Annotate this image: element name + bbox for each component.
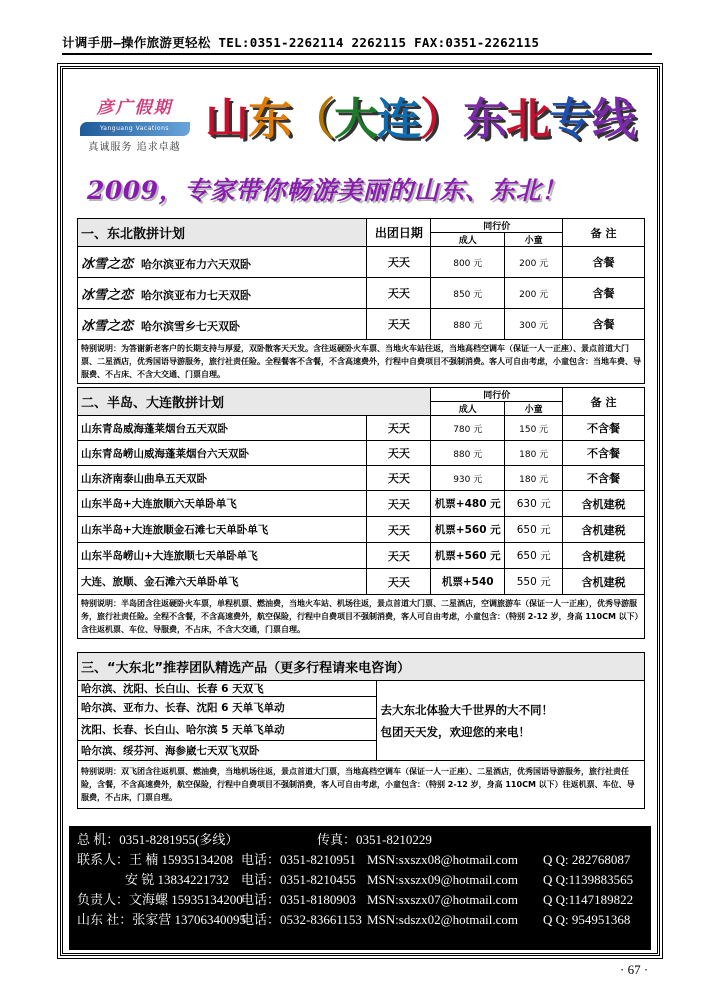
promo-line-2: 包团天天发，欢迎您的来电！ xyxy=(380,724,530,739)
route-name: 大连、旅顺、金石滩六天单卧单飞 xyxy=(78,569,367,595)
sub-title: 2009，专家带你畅游美丽的山东、东北！ xyxy=(87,176,567,205)
fax: 传真：0351-8210229 xyxy=(317,832,432,847)
main-title xyxy=(205,89,655,151)
section2-notes: 特别说明：半岛团含往返硬卧火车票，单程机票、燃油费，当地火车站、机场往返，景点首道大门票、二星酒店，空调旅游车（保证一人一正座），优秀导游服务，旅行社责任险。全程不含餐，不含高速费外，航空保险，行程中自费项目不强制消费，客人可自由考虑，小童包含：（特别 2-12 岁，身高 110CM 以下）含往返机票、车位、导服费，不占床，不含大交通，门票自理。 xyxy=(78,595,645,639)
route-name: 山东青岛威海蓬莱烟台五天双卧 xyxy=(78,416,367,441)
brand-label: 冰雪之恋 xyxy=(81,256,134,272)
col-child: 小童 xyxy=(505,402,563,416)
route-name: 山东半岛崂山+大连旅顺七天单卧单飞 xyxy=(78,543,367,569)
adult-price: 880 元 xyxy=(431,441,505,466)
section1-notes: 特别说明：为答谢新老客户的长期支持与厚爱，双卧散客天天发。含往返硬卧火车票、当地火车站往返，当地高档空调车（保证一人一正座）、景点首道大门票、二星酒店，优秀国语导游服务，旅行社责任险。全程餐客不含餐，不含高速费外，行程中自费项目不强制消费。客人可自由考虑，小童包含：当地车费、导服费、不占床、不含大交通、门票自理。 xyxy=(78,340,645,384)
peninsula-table xyxy=(77,387,645,639)
route-name: 哈尔滨雪乡七天双卧 xyxy=(141,319,241,333)
contact-qq: Q Q: 954951368 xyxy=(543,912,631,927)
date-cell: 天天 xyxy=(367,247,431,278)
promo-line-1: 去大东北体验大千世界的大不同！ xyxy=(380,702,553,717)
child-price: 650 元 xyxy=(505,517,563,543)
child-price: 550 元 xyxy=(505,569,563,595)
section1-title: 一、东北散拼计划 xyxy=(78,219,367,247)
title-char: 专 xyxy=(549,94,592,145)
child-price: 150 元 xyxy=(505,416,563,441)
date-cell: 天天 xyxy=(367,491,431,517)
date-cell: 天天 xyxy=(367,543,431,569)
section3-title: 三、“大东北”推荐团队精选产品（更多行程请来电咨询） xyxy=(78,653,645,681)
contact-row xyxy=(77,850,643,870)
route-name: 山东青岛崂山威海蓬莱烟台六天双卧 xyxy=(78,441,367,466)
contact-msn: MSN:sxszx07@hotmail.com xyxy=(367,892,518,907)
adult-price: 780 元 xyxy=(431,416,505,441)
route-name: 沈阳、长春、长白山、哈尔滨 5 天单飞单动 xyxy=(78,719,377,741)
title-char: 北 xyxy=(506,94,549,145)
note-cell: 含餐 xyxy=(563,247,645,278)
section3-notes: 特别说明：双飞团含往返机票、燃油费，当地机场往返，景点首道大门票，当地高档空调车（保证一人一正座）、二星酒店，优秀国语导游服务，旅行社责任险，含餐，不含高速费外，航空保险，行程中自费项目不强制消费，客人可自由考虑，小童包含：（特别 2-12 岁，身高 110CM 以下）往返机票、车位、导服费，不占床，门票自理。 xyxy=(78,761,645,809)
note-cell: 含机建税 xyxy=(563,543,645,569)
note-cell: 不含餐 xyxy=(563,466,645,491)
section2-title: 二、半岛、大连散拼计划 xyxy=(78,388,431,416)
route-name: 哈尔滨、亚布力、长春、沈阳 6 天单飞单动 xyxy=(78,697,377,719)
note-cell: 含餐 xyxy=(563,278,645,309)
route-name: 山东半岛+大连旅顺金石滩七天单卧单飞 xyxy=(78,517,367,543)
route-name: 哈尔滨、绥芬河、海参崴七天双飞双卧 xyxy=(78,741,377,761)
contact-phone: 电话：0532-83661153 xyxy=(241,912,362,927)
company-logo xyxy=(77,93,192,163)
contact-person: 安 锐 13834221732 xyxy=(125,872,230,887)
note-cell: 不含餐 xyxy=(563,416,645,441)
title-char: 东 xyxy=(463,94,506,145)
title-char: 山 xyxy=(205,94,248,145)
contact-row xyxy=(77,870,643,890)
col-price: 同行价 xyxy=(431,388,563,402)
route-cell xyxy=(78,247,367,278)
contact-person: 山东 社：张家营 13706340095 xyxy=(77,912,247,927)
promo-cell xyxy=(377,681,645,761)
page-header: 计调手册—操作旅游更轻松 TEL:0351-2262114 2262115 FAX:0351-2262115 xyxy=(62,33,652,55)
adult-price: 机票+560 元 xyxy=(431,517,505,543)
contact-phone: 电话：0351-8180903 xyxy=(241,892,356,907)
route-cell xyxy=(78,309,367,340)
child-price: 650 元 xyxy=(505,543,563,569)
contact-person: 负责人：文海螺 15935134200 xyxy=(77,892,243,907)
contact-qq: Q Q:1139883565 xyxy=(543,872,634,887)
route-name: 哈尔滨亚布力六天双卧 xyxy=(141,257,252,271)
col-adult: 成人 xyxy=(431,402,505,416)
note-cell: 含机建税 xyxy=(563,517,645,543)
title-char: 线 xyxy=(592,94,635,145)
col-date: 出团日期 xyxy=(367,219,431,247)
col-note: 备 注 xyxy=(563,388,645,416)
route-cell xyxy=(78,278,367,309)
title-char: 大 xyxy=(334,94,377,145)
contact-person: 联系人：王 楠 15935134208 xyxy=(77,852,234,867)
logo-strip: Yanguang Vacations xyxy=(80,122,190,136)
adult-price: 机票+540 xyxy=(431,569,505,595)
recommend-table xyxy=(77,652,645,809)
contact-msn: MSN:sdszx02@hotmail.com xyxy=(367,912,518,927)
date-cell: 天天 xyxy=(367,517,431,543)
child-price: 180 元 xyxy=(505,441,563,466)
col-adult: 成人 xyxy=(431,233,505,247)
brand-label: 冰雪之恋 xyxy=(81,287,134,303)
adult-price: 机票+560 元 xyxy=(431,543,505,569)
route-name: 山东半岛+大连旅顺六天单卧单飞 xyxy=(78,491,367,517)
contact-row xyxy=(77,910,643,930)
contact-row xyxy=(77,830,643,850)
child-price: 300 元 xyxy=(505,309,563,340)
contact-row xyxy=(77,890,643,910)
adult-price: 850 元 xyxy=(431,278,505,309)
note-cell: 含餐 xyxy=(563,309,645,340)
logo-name: 彦广假期 xyxy=(96,98,173,118)
date-cell: 天天 xyxy=(367,278,431,309)
contact-msn: MSN:sxszx08@hotmail.com xyxy=(367,852,518,867)
contact-panel xyxy=(69,826,651,950)
child-price: 200 元 xyxy=(505,247,563,278)
flyer-frame xyxy=(60,66,660,956)
contact-msn: MSN:sxszx09@hotmail.com xyxy=(367,872,518,887)
adult-price: 机票+480 元 xyxy=(431,491,505,517)
child-price: 630 元 xyxy=(505,491,563,517)
note-cell: 含机建税 xyxy=(563,569,645,595)
col-price: 同行价 xyxy=(431,219,563,233)
contact-qq: Q Q:1147189822 xyxy=(543,892,634,907)
logo-motto: 真诚服务 追求卓越 xyxy=(88,142,181,153)
col-note: 备 注 xyxy=(563,219,645,247)
route-name: 哈尔滨亚布力七天双卧 xyxy=(141,288,252,302)
date-cell: 天天 xyxy=(367,416,431,441)
contact-qq: Q Q: 282768087 xyxy=(543,852,631,867)
date-cell: 天天 xyxy=(367,309,431,340)
banner xyxy=(63,69,657,215)
col-child: 小童 xyxy=(505,233,563,247)
child-price: 180 元 xyxy=(505,466,563,491)
date-cell: 天天 xyxy=(367,466,431,491)
note-cell: 含机建税 xyxy=(563,491,645,517)
child-price: 200 元 xyxy=(505,278,563,309)
page-number: · 67 · xyxy=(620,962,649,977)
adult-price: 800 元 xyxy=(431,247,505,278)
note-cell: 不含餐 xyxy=(563,441,645,466)
date-cell: 天天 xyxy=(367,441,431,466)
northeast-table xyxy=(77,218,645,384)
adult-price: 930 元 xyxy=(431,466,505,491)
contact-phone: 电话：0351-8210455 xyxy=(241,872,356,887)
brand-label: 冰雪之恋 xyxy=(81,318,134,334)
route-name: 哈尔滨、沈阳、长白山、长春 6 天双飞 xyxy=(78,681,377,697)
title-char: ） xyxy=(420,94,463,145)
adult-price: 880 元 xyxy=(431,309,505,340)
title-char: 连 xyxy=(377,94,420,145)
contact-phone: 电话：0351-8210951 xyxy=(241,852,356,867)
date-cell: 天天 xyxy=(367,569,431,595)
title-char: （ xyxy=(291,94,334,145)
route-name: 山东济南泰山曲阜五天双卧 xyxy=(78,466,367,491)
title-char: 东 xyxy=(248,94,291,145)
main-phone: 总 机：0351-8281955(多线） xyxy=(77,832,239,847)
